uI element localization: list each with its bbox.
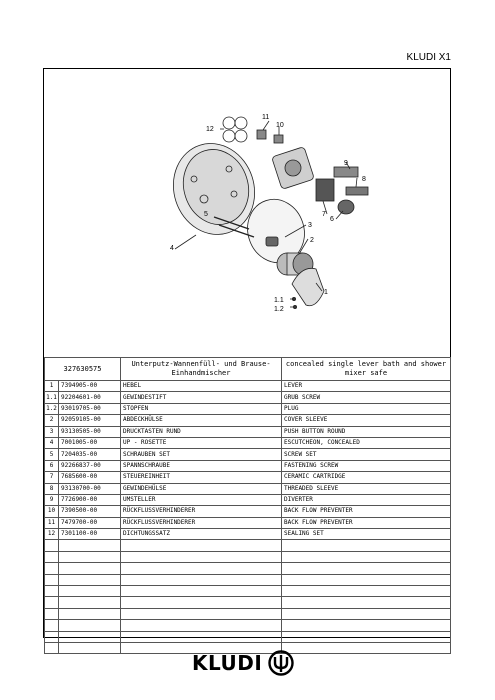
table-row [45, 494, 451, 505]
brand-logo [192, 650, 294, 676]
row-part-number: 7301100-00 [59, 529, 121, 540]
empty-cell [45, 540, 59, 551]
callout-4: 4 [170, 245, 174, 252]
row-name-english: PLUG [282, 403, 451, 414]
row-name-english: FASTENING SCREW [282, 460, 451, 471]
row-part-number: 7479700-00 [59, 517, 121, 528]
empty-cell [45, 551, 59, 562]
callout-8: 8 [362, 176, 366, 183]
empty-cell [282, 642, 451, 653]
callout-2: 2 [310, 237, 314, 244]
table-header-row [45, 358, 451, 381]
empty-cell [59, 608, 121, 619]
description-german: Unterputz-Wannenfüll- und Brause-Einhandmischer [121, 358, 282, 381]
row-position: 1 [45, 381, 59, 392]
empty-cell [282, 574, 451, 585]
empty-cell [59, 574, 121, 585]
table-row [45, 392, 451, 403]
table-row [45, 506, 451, 517]
row-position: 7 [45, 472, 59, 483]
row-name-english: LEVER [282, 381, 451, 392]
row-position: 6 [45, 460, 59, 471]
row-part-number: 92059105-00 [59, 415, 121, 426]
row-position: 2 [45, 415, 59, 426]
table-row-empty [45, 551, 451, 562]
table-row [45, 437, 451, 448]
row-name-german: STOPFEN [121, 403, 282, 414]
row-part-number: 93130505-00 [59, 426, 121, 437]
row-part-number: 7390500-00 [59, 506, 121, 517]
table-row-empty [45, 620, 451, 631]
row-part-number: 7001005-00 [59, 437, 121, 448]
empty-cell [59, 631, 121, 642]
empty-cell [121, 631, 282, 642]
table-row-empty [45, 540, 451, 551]
row-position: 8 [45, 483, 59, 494]
row-position: 1.1 [45, 392, 59, 403]
empty-cell [59, 563, 121, 574]
table-row-empty [45, 586, 451, 597]
row-name-german: RÜCKFLUSSVERHINDERER [121, 506, 282, 517]
empty-cell [121, 574, 282, 585]
callout-3: 3 [308, 222, 312, 229]
empty-cell [45, 631, 59, 642]
empty-cell [282, 551, 451, 562]
callout-11: 11 [262, 114, 270, 121]
row-position: 1.2 [45, 403, 59, 414]
callout-9: 9 [344, 160, 348, 167]
row-name-english: PUSH BUTTON ROUND [282, 426, 451, 437]
empty-cell [121, 597, 282, 608]
empty-cell [121, 563, 282, 574]
empty-cell [59, 586, 121, 597]
table-row [45, 529, 451, 540]
brand-name: KLUDI [192, 651, 263, 675]
parts-table [44, 357, 451, 654]
table-row [45, 415, 451, 426]
table-row [45, 472, 451, 483]
row-name-english: THREADED SLEEVE [282, 483, 451, 494]
callout-1: 1 [324, 289, 328, 296]
empty-cell [282, 631, 451, 642]
row-part-number: 7204035-00 [59, 449, 121, 460]
row-name-english: CERAMIC CARTRIDGE [282, 472, 451, 483]
empty-cell [121, 586, 282, 597]
table-row-empty [45, 574, 451, 585]
row-name-german: UP - ROSETTE [121, 437, 282, 448]
row-name-german: SCHRAUBEN SET [121, 449, 282, 460]
callout-1-1: 1.1 [274, 297, 284, 304]
row-name-german: DRUCKTASTEN RUND [121, 426, 282, 437]
row-name-english: COVER SLEEVE [282, 415, 451, 426]
table-row [45, 517, 451, 528]
empty-cell [59, 551, 121, 562]
article-number: 327630575 [45, 358, 121, 381]
empty-cell [282, 540, 451, 551]
empty-cell [45, 574, 59, 585]
empty-cell [45, 608, 59, 619]
callout-5: 5 [204, 211, 208, 218]
table-row-empty [45, 597, 451, 608]
table-row-empty [45, 608, 451, 619]
table-row [45, 403, 451, 414]
row-name-english: ESCUTCHEON, CONCEALED [282, 437, 451, 448]
row-position: 11 [45, 517, 59, 528]
row-part-number: 92204601-00 [59, 392, 121, 403]
row-name-german: GEWINDESTIFT [121, 392, 282, 403]
row-name-german: HEBEL [121, 381, 282, 392]
callout-6: 6 [330, 216, 334, 223]
empty-cell [45, 597, 59, 608]
row-position: 10 [45, 506, 59, 517]
row-position: 3 [45, 426, 59, 437]
empty-cell [121, 608, 282, 619]
table-row [45, 426, 451, 437]
callout-12: 12 [206, 126, 214, 133]
row-name-german: UMSTELLER [121, 494, 282, 505]
row-name-english: GRUB SCREW [282, 392, 451, 403]
row-part-number: 93130700-00 [59, 483, 121, 494]
table-row-empty [45, 631, 451, 642]
description-english: concealed single lever bath and shower mixer safe [282, 358, 451, 381]
row-position: 9 [45, 494, 59, 505]
table-row-empty [45, 563, 451, 574]
callout-7: 7 [322, 211, 326, 218]
empty-cell [45, 586, 59, 597]
empty-cell [45, 563, 59, 574]
row-name-german: GEWINDEHÜLSE [121, 483, 282, 494]
row-position: 4 [45, 437, 59, 448]
table-row [45, 381, 451, 392]
row-name-german: DICHTUNGSSATZ [121, 529, 282, 540]
row-name-english: BACK FLOW PREVENTER [282, 517, 451, 528]
row-position: 5 [45, 449, 59, 460]
empty-cell [282, 586, 451, 597]
empty-cell [59, 540, 121, 551]
row-part-number: 7394905-00 [59, 381, 121, 392]
empty-cell [282, 597, 451, 608]
callout-1-2: 1.2 [274, 306, 284, 313]
row-name-german: STEUEREINHEIT [121, 472, 282, 483]
row-name-english: DIVERTER [282, 494, 451, 505]
row-name-english: SEALING SET [282, 529, 451, 540]
exploded-view-drawing [44, 69, 450, 357]
empty-cell [59, 597, 121, 608]
row-position: 12 [45, 529, 59, 540]
empty-cell [121, 540, 282, 551]
row-part-number: 93019705-00 [59, 403, 121, 414]
kludi-logo-icon [268, 650, 294, 676]
row-name-german: SPANNSCHRAUBE [121, 460, 282, 471]
row-part-number: 92266837-00 [59, 460, 121, 471]
empty-cell [282, 563, 451, 574]
empty-cell [59, 620, 121, 631]
row-name-english: SCREW SET [282, 449, 451, 460]
empty-cell [45, 642, 59, 653]
row-name-german: ABDECKHÜLSE [121, 415, 282, 426]
table-row [45, 449, 451, 460]
row-part-number: 7726900-00 [59, 494, 121, 505]
callout-10: 10 [276, 122, 284, 129]
empty-cell [121, 620, 282, 631]
row-name-english: BACK FLOW PREVENTER [282, 506, 451, 517]
empty-cell [59, 642, 121, 653]
parts-table-body [45, 358, 451, 654]
empty-cell [121, 551, 282, 562]
row-part-number: 7685600-00 [59, 472, 121, 483]
table-row [45, 483, 451, 494]
drawing-frame [43, 68, 451, 638]
empty-cell [45, 620, 59, 631]
empty-cell [282, 620, 451, 631]
table-row [45, 460, 451, 471]
document-title: KLUDI X1 [406, 52, 451, 63]
empty-cell [282, 608, 451, 619]
row-name-german: RÜCKFLUSSVERHINDERER [121, 517, 282, 528]
